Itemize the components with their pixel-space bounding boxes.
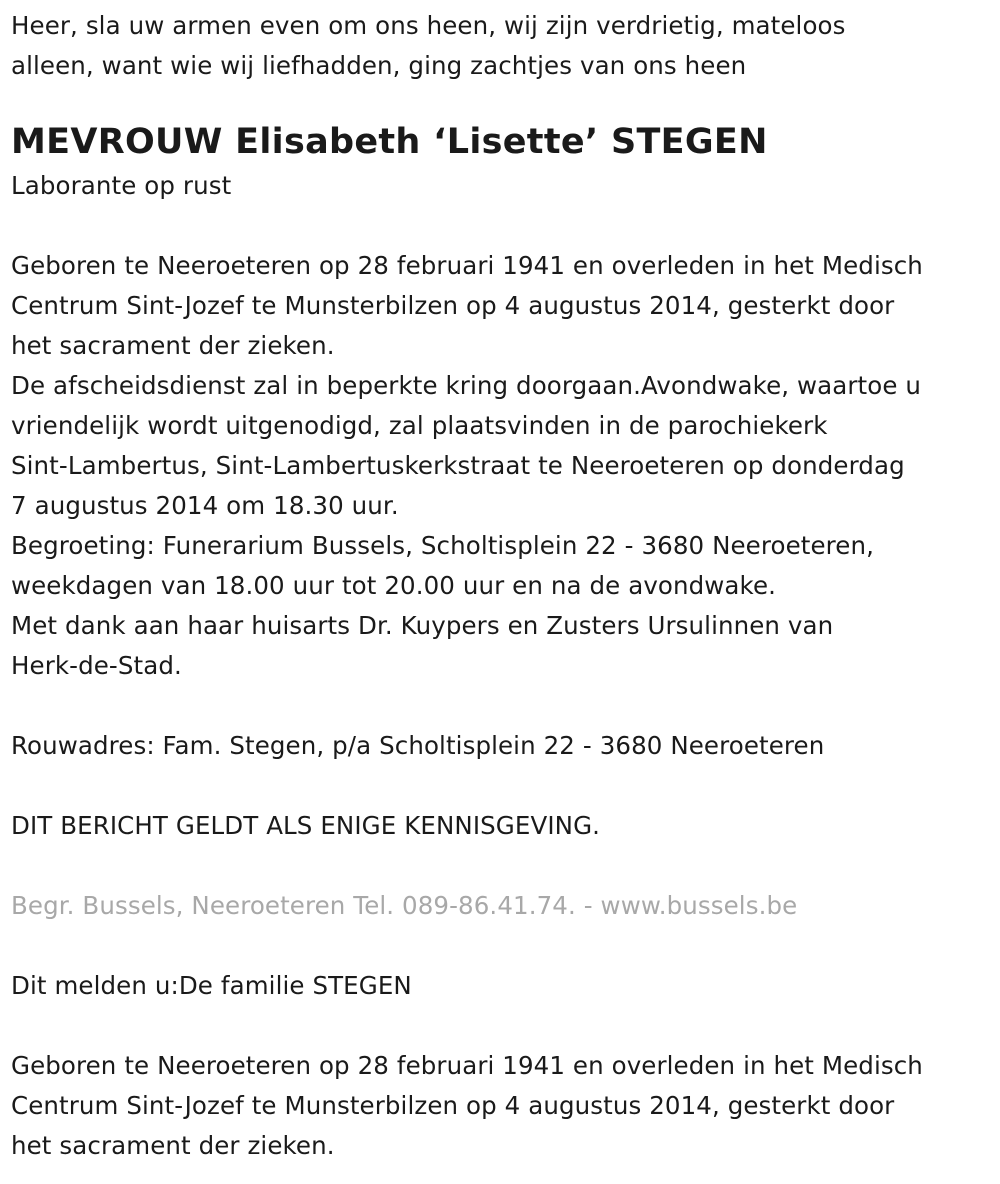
- occupation: Laborante op rust: [11, 171, 232, 200]
- spacer: [11, 926, 996, 966]
- body-line: Herk-de-Stad.: [11, 651, 182, 680]
- announced-by: Dit melden u:De familie STEGEN: [11, 971, 412, 1000]
- spacer: [11, 766, 996, 806]
- body-line: Centrum Sint-Jozef te Munsterbilzen op 4 augustus 2014, gesterkt door: [11, 291, 895, 320]
- body-text: [11, 246, 996, 686]
- spacer: [11, 686, 996, 726]
- closing-text: [11, 1046, 996, 1166]
- body-line: Sint-Lambertus, Sint-Lambertuskerkstraat te Neeroeteren op donderdag: [11, 451, 905, 480]
- body-line: het sacrament der zieken.: [11, 331, 335, 360]
- funeral-home-contact: Begr. Bussels, Neeroeteren Tel. 089-86.41.74. - www.bussels.be: [11, 891, 798, 920]
- notice: DIT BERICHT GELDT ALS ENIGE KENNISGEVING.: [11, 811, 601, 840]
- verse-line: alleen, want wie wij liefhadden, ging zachtjes van ons heen: [11, 51, 747, 80]
- spacer: [11, 846, 996, 886]
- body-line: weekdagen van 18.00 uur tot 20.00 uur en na de avondwake.: [11, 571, 777, 600]
- closing-line: Centrum Sint-Jozef te Munsterbilzen op 4 augustus 2014, gesterkt door: [11, 1091, 895, 1120]
- body-line: Met dank aan haar huisarts Dr. Kuypers en Zusters Ursulinnen van: [11, 611, 834, 640]
- mourning-address: Rouwadres: Fam. Stegen, p/a Scholtisplein 22 - 3680 Neeroeteren: [11, 731, 825, 760]
- closing-line: het sacrament der zieken.: [11, 1131, 335, 1160]
- closing-line: Geboren te Neeroeteren op 28 februari 1941 en overleden in het Medisch: [11, 1051, 923, 1080]
- body-line: vriendelijk wordt uitgenodigd, zal plaatsvinden in de parochiekerk: [11, 411, 828, 440]
- body-line: 7 augustus 2014 om 18.30 uur.: [11, 491, 399, 520]
- obituary-document: [11, 6, 996, 1166]
- verse-line: Heer, sla uw armen even om ons heen, wij zijn verdrietig, mateloos: [11, 11, 846, 40]
- body-line: Geboren te Neeroeteren op 28 februari 1941 en overleden in het Medisch: [11, 251, 923, 280]
- spacer: [11, 206, 996, 246]
- deceased-name: MEVROUW Elisabeth ‘Lisette’ STEGEN: [11, 122, 768, 162]
- body-line: Begroeting: Funerarium Bussels, Scholtisplein 22 - 3680 Neeroeteren,: [11, 531, 874, 560]
- body-line: De afscheidsdienst zal in beperkte kring doorgaan.Avondwake, waartoe u: [11, 371, 922, 400]
- verse: [11, 6, 996, 86]
- spacer: [11, 1006, 996, 1046]
